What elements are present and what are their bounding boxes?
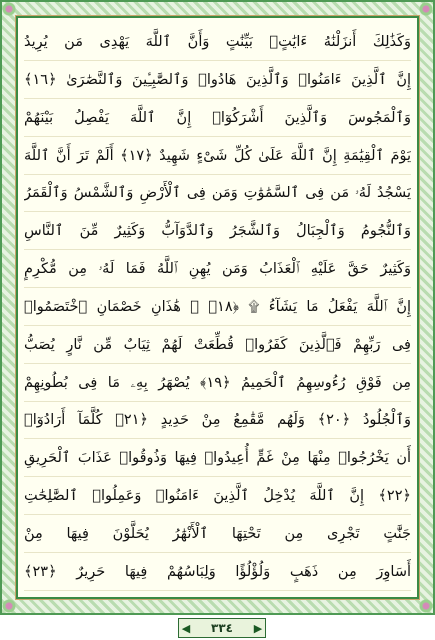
corner-ornament-icon [2, 599, 16, 613]
quran-text-block [24, 24, 411, 591]
page-number: ٣٣٤ [211, 621, 233, 635]
text-line-7: وَكَثِيرٌ حَقَّ عَلَيْهِ ٱلْعَذَابُ وَمَن يُهِنِ ٱللَّهُ فَمَا لَهُۥ مِن مُّكْرِمٍ [24, 251, 411, 288]
text-line-15: أَسَاوِرَ مِن ذَهَبٍ وَلُؤْلُؤًا وَلِبَاسُهُمْ فِيهَا حَرِيرٌ ﴿٢٣﴾ [24, 554, 411, 591]
text-line-4: يَوْمَ ٱلْقِيَٰمَةِ إِنَّ ٱللَّهَ عَلَىٰ كُلِّ شَىْءٍ شَهِيدٌ ﴿١٧﴾ أَلَمْ تَرَ أَنَّ ٱللَّهَ [24, 138, 411, 175]
text-line-14: جَنَّٰتٍ تَجْرِى مِن تَحْتِهَا ٱلْأَنْهَٰرُ يُحَلَّوْنَ فِيهَا مِنْ [24, 516, 411, 553]
corner-ornament-icon [419, 599, 433, 613]
text-line-13: ﴿٢٢﴾ إِنَّ ٱللَّهَ يُدْخِلُ ٱلَّذِينَ ءَامَنُوا۟ وَعَمِلُوا۟ ٱلصَّٰلِحَٰتِ [24, 478, 411, 515]
triangle-right-icon[interactable]: ▶ [253, 621, 263, 635]
page-navigator [178, 618, 266, 638]
text-line-5: يَسْجُدُ لَهُۥ مَن فِى ٱلسَّمَٰوَٰتِ وَمَن فِى ٱلْأَرْضِ وَٱلشَّمْسُ وَٱلْقَمَرُ [24, 175, 411, 212]
text-line-10: مِن فَوْقِ رُءُوسِهِمُ ٱلْحَمِيمُ ﴿١٩﴾ يُصْهَرُ بِهِۦ مَا فِى بُطُونِهِمْ [24, 365, 411, 402]
text-line-6: وَٱلنُّجُومُ وَٱلْجِبَالُ وَٱلشَّجَرُ وَٱلدَّوَآبُّ وَكَثِيرٌ مِّنَ ٱلنَّاسِ [24, 213, 411, 250]
text-line-12: أَن يَخْرُجُوا۟ مِنْهَا مِنْ غَمٍّ أُعِيدُوا۟ فِيهَا وَذُوقُوا۟ عَذَابَ ٱلْحَرِيقِ [24, 440, 411, 477]
corner-ornament-icon [2, 2, 16, 16]
text-line-2: إِنَّ ٱلَّذِينَ ءَامَنُوا۟ وَٱلَّذِينَ هَادُوا۟ وَٱلصَّٰبِـِٔينَ وَٱلنَّصَٰرَىٰ ﴿١٦﴾ [24, 62, 411, 99]
text-line-11: وَٱلْجُلُودُ ﴿٢٠﴾ وَلَهُم مَّقَٰمِعُ مِنْ حَدِيدٍ ﴿٢١﴾ كُلَّمَآ أَرَادُوٓا۟ [24, 402, 411, 439]
text-line-8: إِنَّ ٱللَّهَ يَفْعَلُ مَا يَشَآءُ ۩ ﴿١٨﴾ ۞ هَٰذَانِ خَصْمَانِ ٱخْتَصَمُوا۟ [24, 289, 411, 326]
triangle-left-icon[interactable]: ◀ [181, 621, 191, 635]
text-line-3: وَٱلْمَجُوسَ وَٱلَّذِينَ أَشْرَكُوٓا۟ إِنَّ ٱللَّهَ يَفْصِلُ بَيْنَهُمْ [24, 100, 411, 137]
corner-ornament-icon [419, 2, 433, 16]
text-line-9: فِى رَبِّهِمْ فَٱلَّذِينَ كَفَرُوا۟ قُطِّعَتْ لَهُمْ ثِيَابٌ مِّن نَّارٍ يُصَبُّ [24, 327, 411, 364]
text-line-1: وَكَذَٰلِكَ أَنزَلْنَٰهُ ءَايَٰتٍۭ بَيِّنَٰتٍ وَأَنَّ ٱللَّهَ يَهْدِى مَن يُرِيدُ [24, 24, 411, 61]
